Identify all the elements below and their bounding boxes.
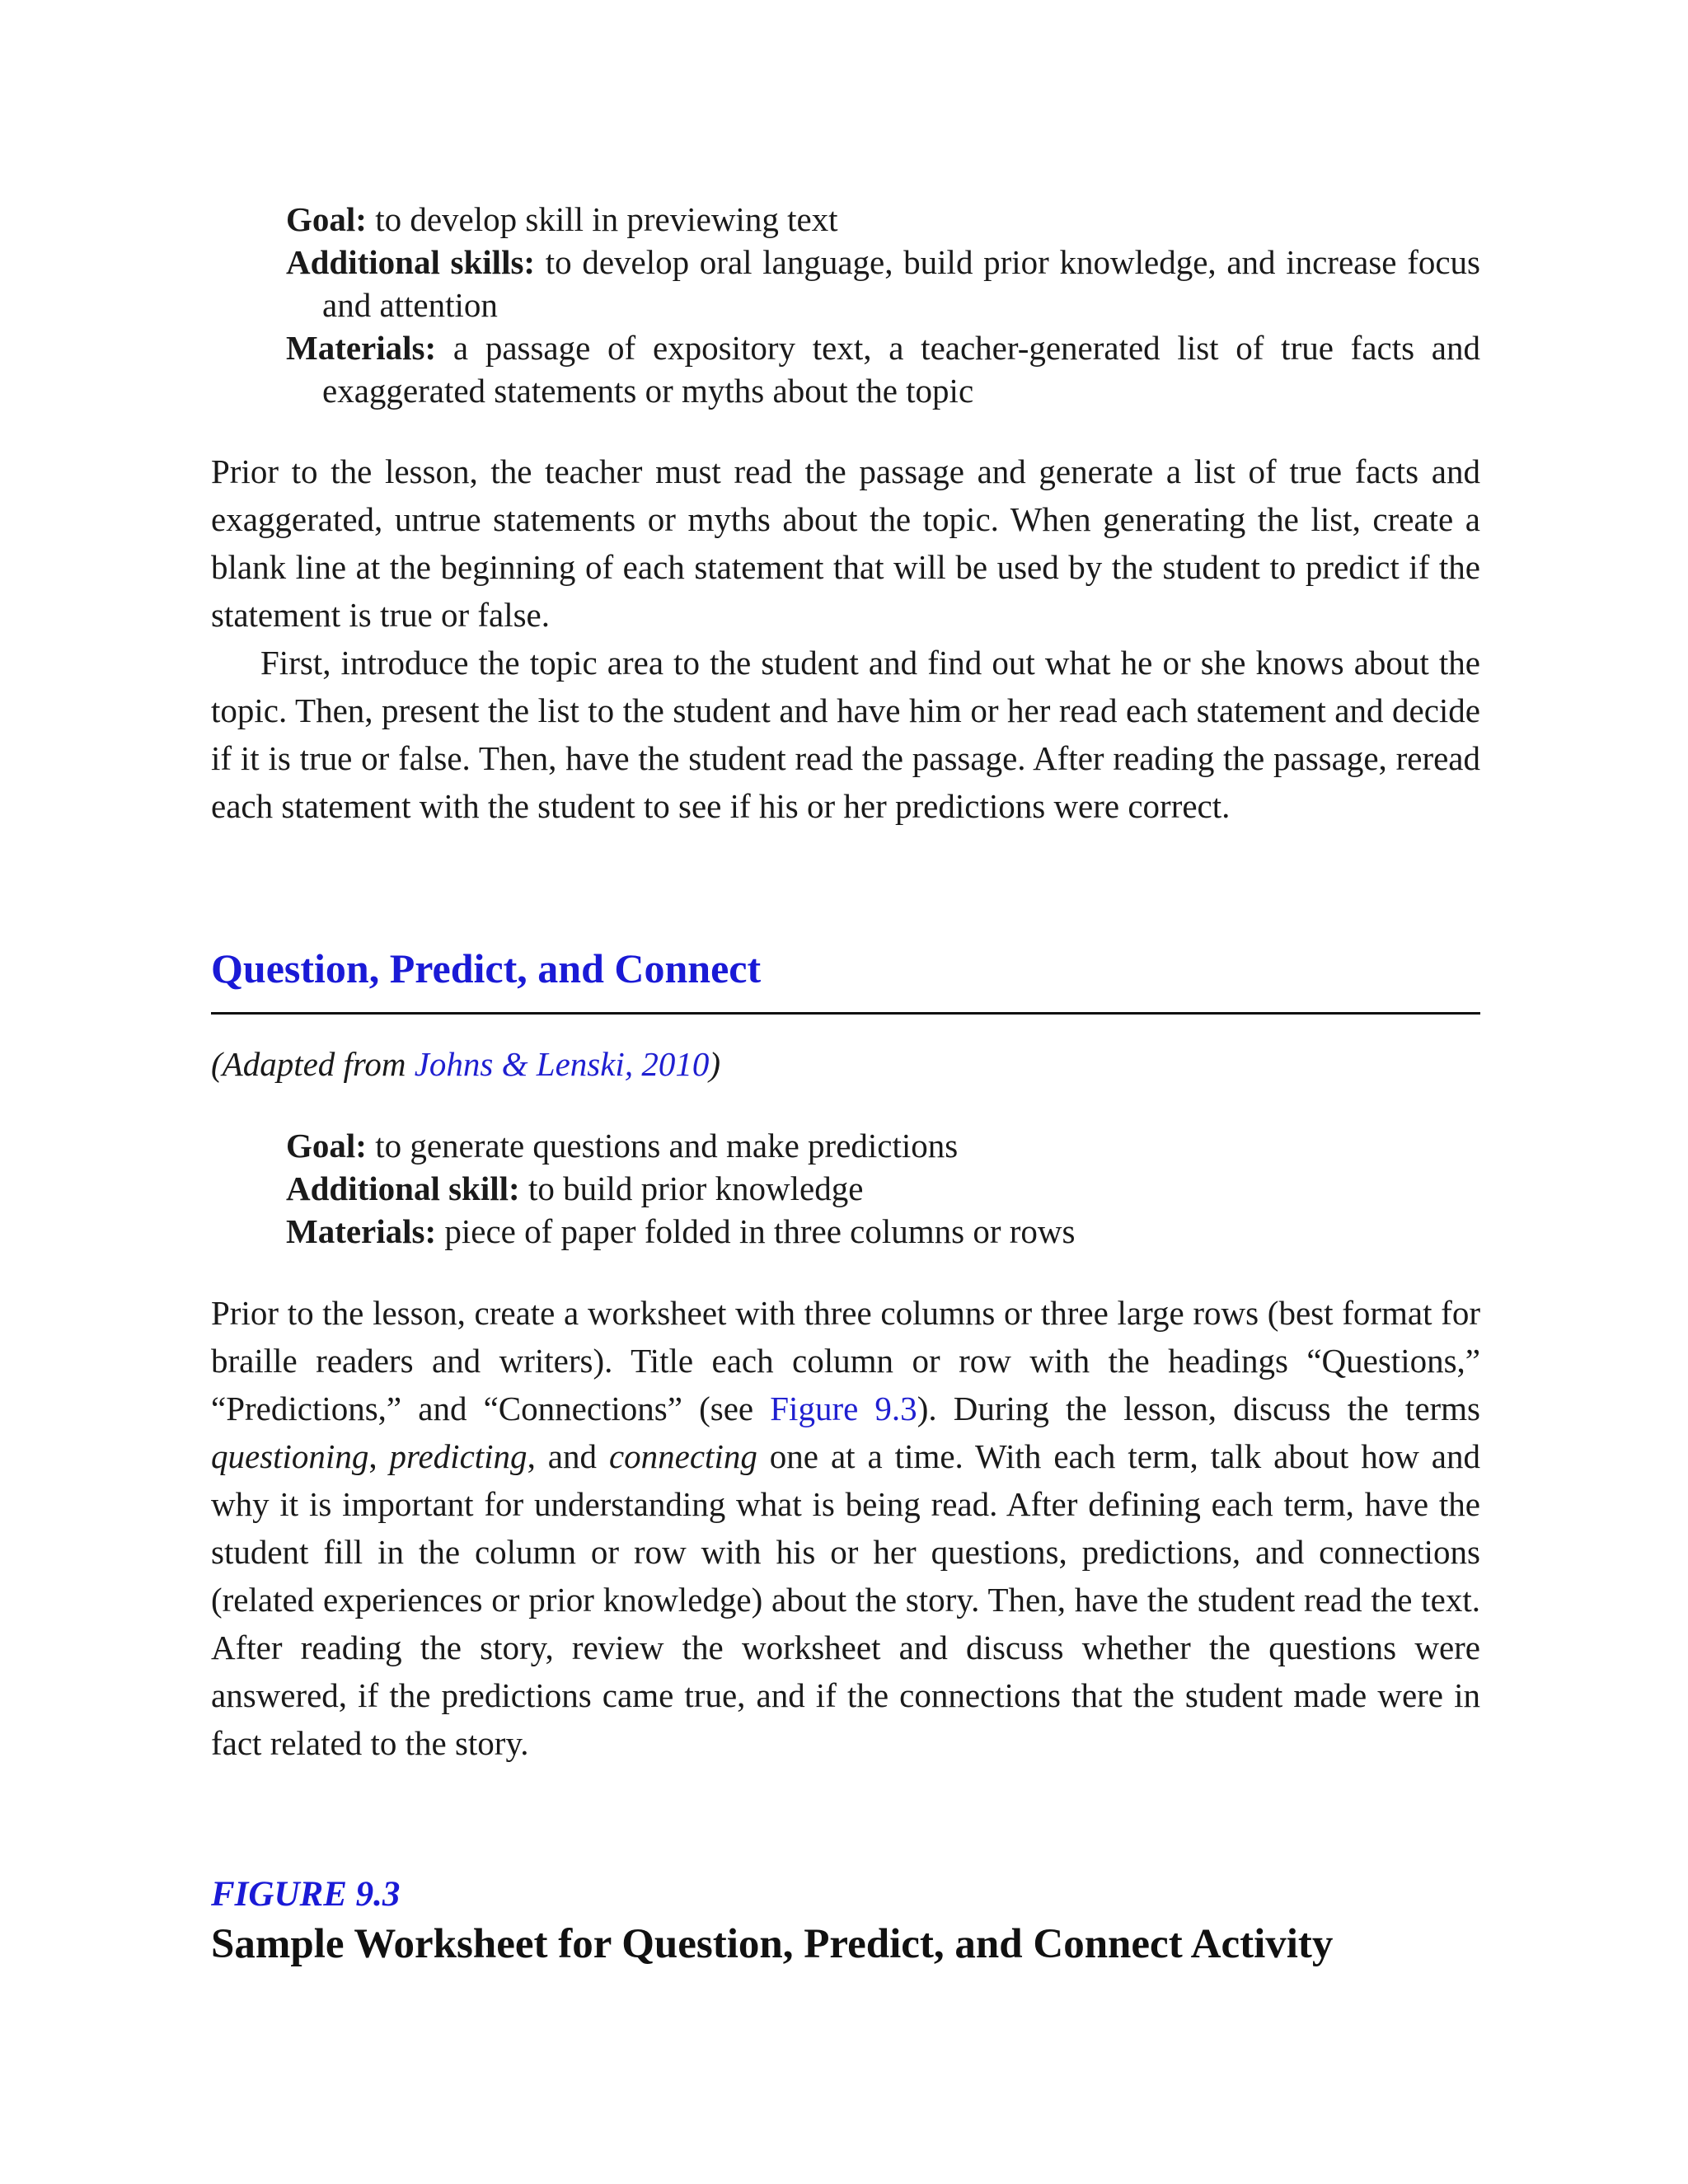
paragraph-introduce-topic <box>211 639 1480 830</box>
figure-label: FIGURE 9.3 <box>211 1875 401 1914</box>
worksheet-text-part2: ). During the lesson, discuss the terms <box>917 1390 1481 1427</box>
materials-label: Materials: <box>286 329 437 367</box>
figure-reference-link[interactable]: Figure 9.3 <box>770 1390 917 1427</box>
materials-item <box>286 326 1480 412</box>
term-questioning: questioning <box>211 1437 369 1475</box>
qpc-materials-label: Materials: <box>286 1212 437 1250</box>
goal-label: Goal: <box>286 200 367 238</box>
materials-text: a passage of expository text, a teacher-generated list of true facts and exaggerated statements or myths about the topic <box>322 329 1480 410</box>
term-separator-1: , <box>368 1437 390 1475</box>
adapted-from-citation <box>211 1040 720 1088</box>
qpc-goal-item <box>286 1124 1480 1167</box>
goal-item <box>286 198 1480 241</box>
qpc-goal-text: to generate questions and make predictions <box>366 1127 959 1165</box>
qpc-instructions-body <box>211 1289 1480 1767</box>
section-heading: Question, Predict, and Connect <box>211 945 762 991</box>
worksheet-text-part3: one at a time. With each term, talk about how and why it is important for understanding what is being read. After defining each term, have the student fill in the column or row with his or her questions, predictions, and connections (related experiences or prior knowledge) about the story. Then, have the student read the text. After reading the story, review the worksheet and discuss whether the questions were answered, if the predictions came true, and if the connections that the student made were in fact related to the story. <box>211 1437 1481 1762</box>
term-separator-2: , and <box>527 1437 609 1475</box>
goal-text: to develop skill in previewing text <box>366 200 838 238</box>
section-divider <box>211 1012 1480 1015</box>
qpc-details-list <box>286 1124 1480 1253</box>
adapted-prefix: (Adapted from <box>211 1045 415 1083</box>
worksheet-text-part1: Prior to the lesson, create a worksheet with three columns or three large rows (best format for braille readers and writers). Title each column or row with the headings “Questions,” “Predictions,” and “Connections” (see <box>211 1294 1480 1427</box>
paragraph-prior-to-lesson: Prior to the lesson, the teacher must read the passage and generate a list of true facts and exaggerated, untrue statements or myths about the topic. When generating the list, create a blank line at the beginning of each statement that will be used by the student to predict if the statement is true or false. <box>211 452 1480 634</box>
qpc-skill-label: Additional skill: <box>286 1169 520 1207</box>
figure-title: Sample Worksheet for Question, Predict, and Connect Activity <box>211 1921 1334 1967</box>
instructions-body <box>211 448 1480 830</box>
additional-skills-label: Additional skills: <box>286 243 536 281</box>
qpc-skill-text: to build prior knowledge <box>519 1169 864 1207</box>
term-connecting: connecting <box>608 1437 757 1475</box>
paragraph-introduce-topic-text: First, introduce the topic area to the student and find out what he or she knows about the topic. Then, present the list to the student and have him or her read each statement and decide if it is true or false. Then, have the student read the passage. After reading the passage, reread each statement with the student to see if his or her predictions were correct. <box>211 644 1480 825</box>
adapted-suffix: ) <box>709 1045 720 1083</box>
qpc-goal-label: Goal: <box>286 1127 367 1165</box>
additional-skills-item <box>286 241 1480 326</box>
term-predicting: predicting <box>389 1437 528 1475</box>
qpc-skill-item <box>286 1167 1480 1210</box>
qpc-materials-text: piece of paper folded in three columns or rows <box>436 1212 1076 1250</box>
qpc-materials-item <box>286 1210 1480 1253</box>
activity-details-list <box>286 198 1480 412</box>
citation-link[interactable]: Johns & Lenski, 2010 <box>414 1045 710 1083</box>
paragraph-worksheet-instructions <box>211 1289 1480 1767</box>
additional-skills-text: to develop oral language, build prior knowledge, and increase focus and attention <box>322 243 1480 324</box>
